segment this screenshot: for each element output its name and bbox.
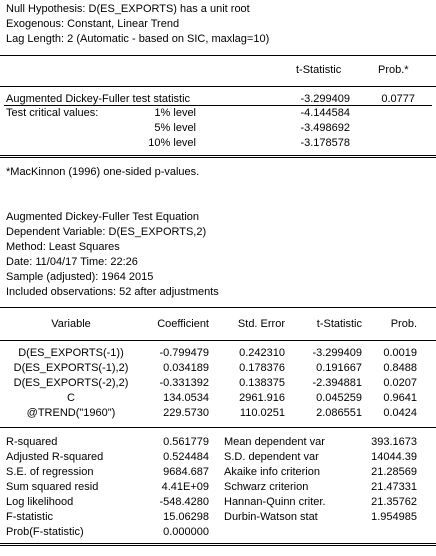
crit-level: 5% level [154,122,196,134]
exogenous: Exogenous: Constant, Linear Trend [6,18,180,30]
coef-value: -0.799479 [159,347,209,359]
stat-value: 9684.687 [163,466,209,478]
stat-label: R-squared [6,436,58,448]
tstat-value: 2.086551 [316,407,362,419]
adf-col-prob: Prob.* [378,64,409,76]
std-error-value: 110.0251 [239,407,285,419]
divider [0,307,436,308]
tstat-value: -2.394881 [312,377,362,389]
std-error-value: 0.178376 [239,362,285,374]
stat-label: Prob(F-statistic) [6,526,84,538]
coef-variable: @TREND("1960") [26,407,116,419]
prob-value: 0.9641 [383,392,417,404]
coef-value: 134.0534 [163,392,209,404]
stat-value: 21.28569 [371,466,417,478]
stat-label: Log likelihood [6,496,74,508]
adf-prob-value: 0.0777 [381,93,415,105]
stat-label: Akaike info criterion [224,466,320,478]
std-error-value: 2961.916 [239,392,285,404]
equation-title: Augmented Dickey-Fuller Test Equation [6,211,200,223]
stat-value: 4.41E+09 [161,481,209,493]
stat-value: 393.1673 [371,436,417,448]
coef-value: 229.5730 [163,407,209,419]
adf-tstat-value: -3.299409 [300,93,350,105]
observations: Included observations: 52 after adjustments [6,286,219,298]
stat-label: Sum squared resid [6,481,99,493]
crit-level: 10% level [148,137,196,149]
crit-level: 1% level [154,107,196,119]
stat-label: Durbin-Watson stat [224,511,318,523]
coef-variable: D(ES_EXPORTS(-1),2) [13,362,129,374]
stat-value: 21.35762 [371,496,417,508]
sample: Sample (adjusted): 1964 2015 [6,271,154,283]
divider [0,340,436,341]
stat-value: 21.47331 [371,481,417,493]
divider [0,545,436,546]
coef-header: Prob. [390,318,417,330]
coef-value: 0.034189 [163,362,209,374]
divider [0,157,436,158]
stat-label: Adjusted R-squared [6,451,104,463]
stat-label: Schwarz criterion [224,481,309,493]
stat-label: S.D. dependent var [224,451,319,463]
prob-value: 0.0207 [383,377,417,389]
crit-label: Test critical values: [6,107,99,119]
coef-variable: D(ES_EXPORTS(-1)) [18,347,124,359]
tstat-value: 0.191667 [316,362,362,374]
coef-variable: C [67,392,75,404]
divider [0,155,436,156]
stat-value: -548.4280 [159,496,209,508]
coef-header: Variable [51,318,91,330]
stat-label: F-statistic [6,511,54,523]
stat-value: 0.561779 [163,436,209,448]
tstat-value: -3.299409 [312,347,362,359]
tstat-value: 0.045259 [316,392,362,404]
coef-header: Coefficient [157,318,209,330]
coef-header: Std. Error [237,318,285,330]
prob-value: 0.0019 [383,347,417,359]
stat-label: Mean dependent var [224,436,325,448]
stat-value: 1.954985 [371,511,417,523]
stat-value: 0.000000 [163,526,209,538]
date-time: Date: 11/04/17 Time: 22:26 [6,256,138,268]
divider [0,55,436,56]
lag-length: Lag Length: 2 (Automatic - based on SIC, maxlag=10) [6,33,270,45]
method: Method: Least Squares [6,241,120,253]
prob-value: 0.8488 [383,362,417,374]
coef-value: -0.331392 [159,377,209,389]
divider [0,427,436,428]
stat-label: S.E. of regression [6,466,94,478]
adf-row-label: Augmented Dickey-Fuller test statistic [6,93,191,105]
adf-col-tstat: t-Statistic [296,64,342,76]
std-error-value: 0.138375 [239,377,285,389]
coef-variable: D(ES_EXPORTS(-2),2) [13,377,129,389]
stat-value: 15.06298 [163,511,209,523]
dependent-variable: Dependent Variable: D(ES_EXPORTS,2) [6,226,207,238]
footnote: *MacKinnon (1996) one-sided p-values. [6,166,200,178]
std-error-value: 0.242310 [239,347,285,359]
stat-value: 14044.39 [371,451,417,463]
stat-value: 0.524484 [163,451,209,463]
null-hypothesis: Null Hypothesis: D(ES_EXPORTS) has a unit root [6,3,250,15]
crit-value: -3.178578 [300,137,350,149]
stat-label: Hannan-Quinn criter. [224,496,326,508]
divider [0,86,436,87]
coef-header: t-Statistic [316,318,362,330]
crit-value: -4.144584 [300,107,350,119]
crit-value: -3.498692 [300,122,350,134]
prob-value: 0.0424 [383,407,417,419]
divider [0,543,436,544]
